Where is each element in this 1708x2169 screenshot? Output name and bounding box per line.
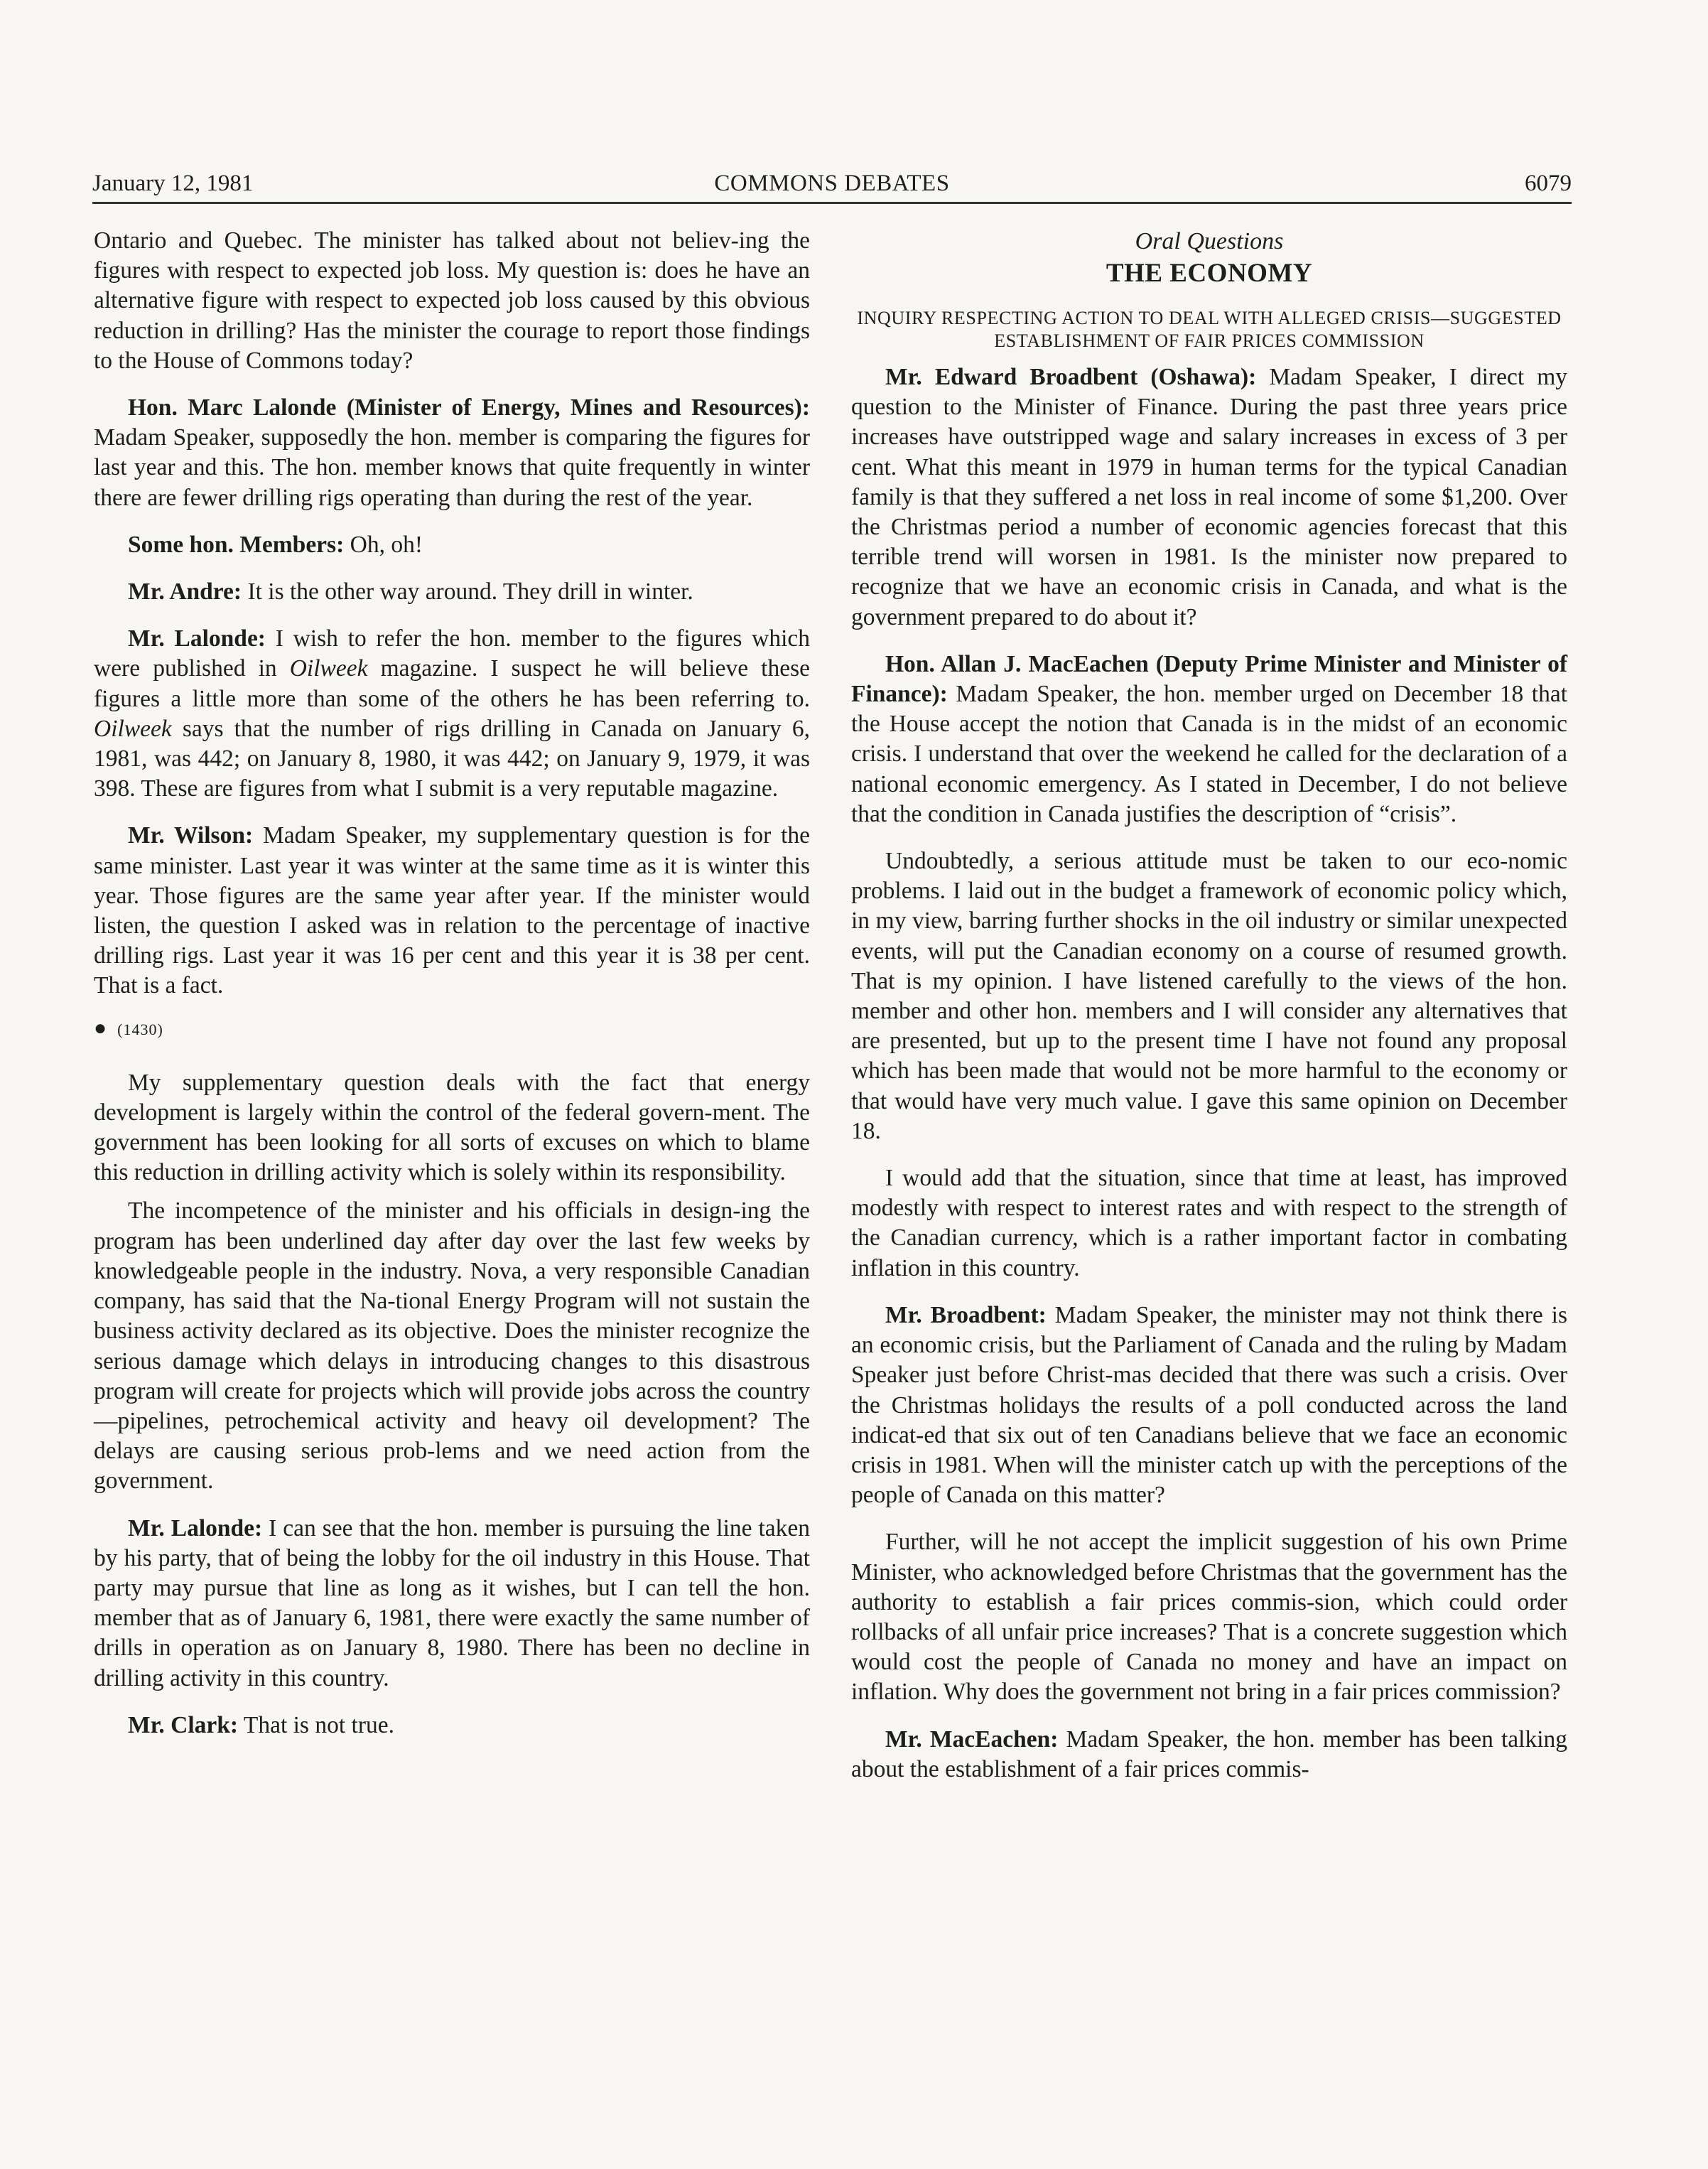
paragraph	[94, 821, 810, 1001]
left-column	[94, 226, 810, 1758]
paragraph	[94, 1514, 810, 1694]
paragraph	[851, 362, 1567, 633]
speech-text: I can see that the hon. member is pursuing the line taken by his party, that of being the lobby for the oil industry in this House. That party may pursue that line as long as it wishes, but I can tell the hon. member that as of January 6, 1981, there were exactly the same number of drills in operation as on January 8, 1980. There has been no decline in drilling activity in this country.	[94, 1514, 811, 1691]
paragraph	[94, 577, 810, 607]
speaker-name: Hon. Allan J. MacEachen (Deputy Prime Minister and Minister of Finance):	[851, 650, 1567, 708]
paragraph	[851, 650, 1567, 829]
paragraph	[94, 624, 810, 804]
speech-text: Madam Speaker, the hon. member urged on December 18 that the House accept the notion that Canada is in the midst of an economic crisis. I understand that over the weekend he called for the declaration of a national economic emergency. As I stated in December, I do not believe that the condition in Canada justifies the description of “crisis”.	[851, 681, 1568, 827]
header-page-number: 6079	[1525, 171, 1572, 196]
header-rule	[92, 202, 1572, 204]
speech-text: Madam Speaker, I direct my question to the Minister of Finance. During the past three years price increases have outstripped wage and salary increases in excess of 3 per cent. What this meant in 1979 in human terms for the typical Canadian family is that they suffered a net loss in real income of some $1,200. Over the Christmas period a number of economic agencies forecast that this terrible trend will worsen in 1981. Is the minister now prepared to recognize that we have an economic crisis in Canada, and what is the government prepared to do about it?	[851, 364, 1568, 630]
section-title: THE ECONOMY	[1106, 259, 1313, 288]
paragraph: Ontario and Quebec. The minister has talked about not believ-ing the figures with respect to expected job loss. My question is: does he have an alternative figure with respect to expected job loss caused by this obvious reduction in drilling? Has the minister the courage to report those findings to the House of Commons today?	[94, 227, 810, 374]
speaker-name: Hon. Marc Lalonde (Minister of Energy, Mines and Resources):	[128, 394, 810, 421]
speech-text: Madam Speaker, the hon. member has been talking about the establishment of a fair prices commis-	[851, 1726, 1568, 1782]
paragraph	[94, 393, 810, 513]
time-marker	[94, 1018, 810, 1040]
speech-text: Madam Speaker, supposedly the hon. member is comparing the figures for last year and this. The hon. member knows that quite frequently in winter there are fewer drilling rigs operating than during the rest of the year.	[94, 424, 810, 511]
speech-text: Madam Speaker, my supplementary question is for the same minister. Last year it was winter at the same time as it is winter this year. Those figures are the same year after year. If the minister would listen, the question I asked was in relation to the percentage of inactive drilling rigs. Last year it was 16 per cent and this year it is 38 per cent. That is a fact.	[94, 822, 810, 999]
paragraph: Undoubtedly, a serious attitude must be taken to our eco-nomic problems. I laid out in the budget a framework of economic policy which, in my view, barring further shocks in the oil industry or similar unexpected events, will put the Canadian economy on a course of resumed growth. That is my opinion. I have listened carefully to the views of the hon. member and other hon. members and I will consider any alternatives that are presented, but up to the present time I have not found any proposal which has been made that would not be more harmful to the economy or that would have very much value. I gave this same opinion on December 18.	[851, 848, 1567, 1144]
speaker-name: Some hon. Members:	[128, 531, 345, 558]
speaker-name: Mr. Andre:	[128, 578, 242, 606]
speech-text: I wish to refer the hon. member to the figures which were published in	[94, 625, 810, 682]
speaker-name: Mr. Broadbent:	[885, 1301, 1047, 1328]
speech-text: says that the number of rigs drilling in Canada on January 6, 1981, was 442; on January 8, 1980, it was 442; on January 9, 1979, it was 398. These are figures from what I submit is a very reputable magazine.	[94, 715, 810, 802]
speech-text: It is the other way around. They drill in winter.	[247, 578, 693, 606]
speaker-name: Mr. Clark:	[128, 1711, 239, 1738]
speech-text: magazine. I suspect he will believe these figures a little more than some of the others he has been referring to.	[94, 655, 811, 712]
time-marker-text: (1430)	[117, 1020, 163, 1038]
speech-text: That is not true.	[243, 1711, 394, 1738]
section-label: Oral Questions	[1135, 228, 1284, 254]
speaker-name: Mr. Lalonde:	[128, 1514, 263, 1541]
paragraph	[851, 1725, 1567, 1785]
paragraph: My supplementary question deals with the fact that energy development is largely within the control of the federal govern-ment. The government has been looking for all sorts of excuses on which to blame this reduction in drilling activity which is solely within its responsibility.	[94, 1069, 810, 1186]
right-column	[851, 226, 1567, 1802]
speech-text: Oh, oh!	[350, 531, 423, 558]
speaker-name: Mr. Edward Broadbent (Oshawa):	[885, 364, 1257, 390]
speaker-name: Mr. MacEachen:	[885, 1726, 1059, 1753]
publication-title: Oilweek	[94, 715, 172, 742]
publication-title: Oilweek	[289, 655, 368, 682]
speaker-name: Mr. Wilson:	[128, 822, 254, 849]
paragraph: The incompetence of the minister and his officials in design-ing the program has been underlined day after day over the last few weeks by knowledgeable people in the industry. Nova, a very responsible Canadian company, has said that the Na-tional Energy Program will not sustain the business activity declared as its objective. Does the minister recognize the serious damage which delays in introducing changes to this disastrous program will create for projects which will provide jobs across the country—pipelines, petrochemical activity and heavy oil development? The delays are causing serious prob-lems and we need action from the government.	[94, 1197, 810, 1495]
paragraph: Further, will he not accept the implicit suggestion of his own Prime Minister, who acknowledged before Christmas that the government has the authority to establish a fair prices commis-sion, which could order rollbacks of all unfair price increases? That is a concrete suggestion which would cost the people of Canada no money and have an impact on inflation. Why does the government not bring in a fair prices commission?	[851, 1529, 1567, 1706]
header-title: COMMONS DEBATES	[714, 171, 950, 196]
bullet-icon: ●	[94, 1016, 108, 1040]
speaker-name: Mr. Lalonde:	[128, 625, 266, 652]
speech-text: Madam Speaker, the minister may not think there is an economic crisis, but the Parliament of Canada and the ruling by Madam Speaker just before Christ-mas decided that there was such a crisis. Over the Christmas holidays the results of a poll conducted across the land indicat-ed that six out of ten Canadians believe that we face an economic crisis in 1981. When will the minister catch up with the perceptions of the people of Canada on this matter?	[851, 1301, 1567, 1509]
header-date: January 12, 1981	[92, 171, 254, 196]
subheading: INQUIRY RESPECTING ACTION TO DEAL WITH ALLEGED CRISIS—SUGGESTED ESTABLISHMENT OF FAIR PRICES COMMISSION	[857, 308, 1562, 351]
running-header	[92, 165, 1572, 202]
paragraph: I would add that the situation, since that time at least, has improved modestly with respect to interest rates and with respect to the strength of the Canadian currency, which is a rather important factor in combating inflation in this country.	[851, 1165, 1567, 1281]
paragraph	[94, 1711, 810, 1740]
paragraph	[94, 530, 810, 560]
paragraph	[851, 1301, 1567, 1510]
